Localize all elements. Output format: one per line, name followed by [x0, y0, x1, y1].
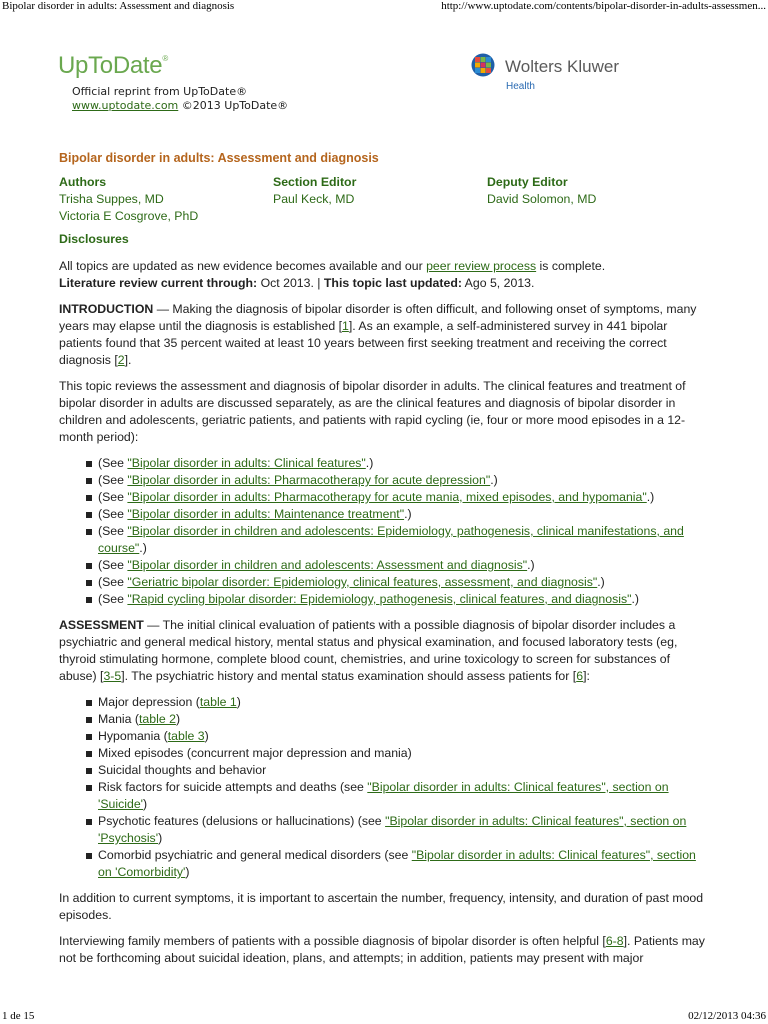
introduction-paragraph [59, 301, 709, 369]
see-also-item [59, 574, 709, 591]
see-suffix: .) [646, 490, 655, 504]
author-name[interactable]: Victoria E Cosgrove, PhD [59, 209, 199, 223]
reprint-line: Official reprint from UpToDate® [72, 85, 248, 98]
see-prefix: (See [98, 524, 128, 538]
assessment-item [59, 813, 709, 847]
see-suffix: .) [527, 558, 535, 572]
see-prefix: (See [98, 490, 128, 504]
see-suffix: .) [597, 575, 605, 589]
see-prefix: (See [98, 592, 128, 606]
see-prefix: (See [98, 456, 128, 470]
publisher-name: Wolters Kluwer [505, 57, 619, 76]
uptodate-logo[interactable] [58, 52, 168, 80]
item-text: ) [236, 695, 241, 709]
topic-link[interactable]: "Rapid cycling bipolar disorder: Epidemiology, pathogenesis, clinical features, and diagnosis" [127, 592, 632, 606]
assessment-paragraph [59, 617, 709, 685]
print-header-url[interactable]: http://www.uptodate.com/contents/bipolar-disorder-in-adults-assessmen... [441, 0, 766, 12]
see-suffix: .) [365, 456, 374, 470]
deputy-editor-column [487, 174, 596, 208]
see-also-item [59, 591, 709, 608]
disclosures-link[interactable]: Disclosures [59, 232, 129, 246]
item-link[interactable]: "Bipolar disorder in adults: Clinical features", section on 'Comorbidity' [98, 848, 696, 879]
see-also-list [59, 455, 709, 608]
site-link[interactable]: www.uptodate.com [72, 99, 179, 112]
print-datetime: 02/12/2013 04:36 [688, 1010, 766, 1022]
see-also-item [59, 455, 709, 472]
review-text: All topics are updated as new evidence becomes available and our [59, 259, 427, 273]
assessment-heading: ASSESSMENT [59, 618, 144, 632]
item-text: ) [185, 865, 190, 879]
deputy-editor-name[interactable]: David Solomon, MD [487, 192, 597, 206]
topic-body [59, 258, 709, 976]
reference-link[interactable]: 3-5 [103, 669, 122, 683]
print-header [0, 0, 768, 14]
item-text: Major depression ( [98, 695, 200, 709]
reference-link[interactable]: 2 [117, 353, 125, 367]
intro-text: ]. [124, 353, 132, 367]
assessment-item [59, 711, 709, 728]
topic-link[interactable]: "Geriatric bipolar disorder: Epidemiology, clinical features, assessment, and diagnosis" [127, 575, 598, 589]
item-text: ) [204, 729, 209, 743]
see-prefix: (See [98, 575, 128, 589]
lit-review-label: Literature review current through: [59, 276, 258, 290]
family-paragraph [59, 933, 709, 967]
assessment-list [59, 694, 709, 881]
item-text: Risk factors for suicide attempts and deaths (see [98, 780, 368, 794]
reference-link[interactable]: 1 [342, 319, 349, 333]
copyright: ©2013 UpToDate® [181, 99, 289, 112]
see-also-item [59, 506, 709, 523]
family-text: ]. Patients may not be forthcoming about suicidal ideation, plans, and attempts; in addition, patients may present with major [59, 934, 705, 965]
item-text: Suicidal thoughts and behavior [98, 763, 267, 777]
reference-link[interactable]: 6 [576, 669, 584, 683]
section-editor-name[interactable]: Paul Keck, MD [273, 192, 355, 206]
item-link[interactable]: "Bipolar disorder in adults: Clinical features", section on 'Suicide' [98, 780, 669, 811]
logo-mark: ® [162, 54, 168, 63]
intro-text: — Making the diagnosis of bipolar disorder is often difficult, and following onset of symptoms, many years may elapse until the diagnosis is established [ [59, 302, 697, 333]
assessment-item [59, 745, 709, 762]
author-name[interactable]: Trisha Suppes, MD [59, 192, 164, 206]
topic-title: Bipolar disorder in adults: Assessment and diagnosis [59, 151, 379, 165]
see-prefix: (See [98, 507, 128, 521]
section-editor-heading: Section Editor [273, 175, 357, 189]
topic-link[interactable]: "Bipolar disorder in adults: Pharmacotherapy for acute mania, mixed episodes, and hypomania" [127, 490, 647, 504]
assessment-item [59, 762, 709, 779]
item-link[interactable]: table 1 [199, 695, 237, 709]
see-also-item [59, 557, 709, 574]
see-also-item [59, 523, 709, 557]
assessment-item [59, 728, 709, 745]
see-also-item [59, 489, 709, 506]
see-prefix: (See [98, 473, 128, 487]
item-text: Comorbid psychiatric and general medical disorders (see [98, 848, 412, 862]
assessment-item [59, 779, 709, 813]
uptodate-logo-text: UpToDate [58, 52, 163, 79]
globe-icon [471, 53, 495, 77]
assessment-item [59, 847, 709, 881]
reference-link[interactable]: 6-8 [605, 934, 624, 948]
topic-link[interactable]: "Bipolar disorder in adults: Maintenance treatment" [127, 507, 405, 521]
scope-paragraph: This topic reviews the assessment and diagnosis of bipolar disorder in adults. The clinical features and treatment of bipolar disorder in adults are discussed separately, as are the clinical features and diagnosis of bipolar disorder in children and adolescents, geriatric patients, and patients with rapid cycling (ie, four or more mood episodes in a 12-month period): [59, 379, 686, 444]
review-text: is complete. [536, 259, 606, 273]
review-notice [59, 258, 709, 292]
see-also-item [59, 472, 709, 489]
item-text: Psychotic features (delusions or hallucinations) (see [98, 814, 386, 828]
assessment-text: ]. The psychiatric history and mental status examination should assess patients for [ [121, 669, 577, 683]
item-text: Mania ( [98, 712, 140, 726]
item-link[interactable]: table 2 [139, 712, 176, 726]
item-link[interactable]: "Bipolar disorder in adults: Clinical features", section on 'Psychosis' [98, 814, 687, 845]
authors-column [59, 174, 198, 225]
reprint-notice [72, 85, 288, 113]
topic-link[interactable]: "Bipolar disorder in children and adolescents: Epidemiology, pathogenesis, clinical manifestations, and course" [98, 524, 684, 555]
assessment-text: ]: [583, 669, 590, 683]
print-footer [0, 1008, 768, 1022]
see-suffix: .) [139, 541, 147, 555]
item-text: ) [143, 797, 148, 811]
deputy-editor-heading: Deputy Editor [487, 175, 568, 189]
see-suffix: .) [404, 507, 412, 521]
see-prefix: (See [98, 558, 128, 572]
topic-link[interactable]: "Bipolar disorder in children and adolescents: Assessment and diagnosis" [127, 558, 528, 572]
see-suffix: .) [490, 473, 498, 487]
authors-heading: Authors [59, 175, 107, 189]
page-count: 1 de 15 [2, 1010, 35, 1022]
publisher-sub: Health [506, 81, 535, 92]
topic-link[interactable]: "Bipolar disorder in adults: Pharmacotherapy for acute depression" [127, 473, 491, 487]
item-link[interactable]: table 3 [167, 729, 205, 743]
family-text: Interviewing family members of patients with a possible diagnosis of bipolar disorder is often helpful [ [59, 934, 606, 948]
print-header-title: Bipolar disorder in adults: Assessment and diagnosis [2, 0, 235, 12]
see-suffix: .) [631, 592, 639, 606]
item-text: Mixed episodes (concurrent major depression and mania) [98, 746, 412, 760]
episodes-paragraph: In addition to current symptoms, it is important to ascertain the number, frequency, intensity, and duration of past mood episodes. [59, 891, 704, 922]
introduction-heading: INTRODUCTION [59, 302, 154, 316]
item-text: ) [158, 831, 163, 845]
assessment-text: — The initial clinical evaluation of patients with a possible diagnosis of bipolar disorder includes a psychiatric and general medical history, mental status and physical examination, and focused laboratory tests (eg, thyroid stimulating hormone, complete blood count, chemistries, and urine toxicology to screen for substances of abuse) [ [59, 618, 678, 683]
peer-review-link[interactable]: peer review process [426, 259, 537, 273]
section-editor-column [273, 174, 356, 208]
last-updated-value: Ago 5, 2013. [461, 276, 535, 290]
item-text: ) [175, 712, 181, 726]
topic-link[interactable]: "Bipolar disorder in adults: Clinical features" [127, 456, 366, 470]
lit-review-value: Oct 2013. | [257, 276, 324, 290]
intro-text: ]. As an example, a self-administered survey in 441 bipolar patients found that 35 percent waited at least 10 years between first seeking treatment and receiving the correct diagnosis [ [59, 319, 668, 367]
item-text: Hypomania ( [98, 729, 168, 743]
last-updated-label: This topic last updated: [323, 276, 462, 290]
assessment-item [59, 694, 709, 711]
